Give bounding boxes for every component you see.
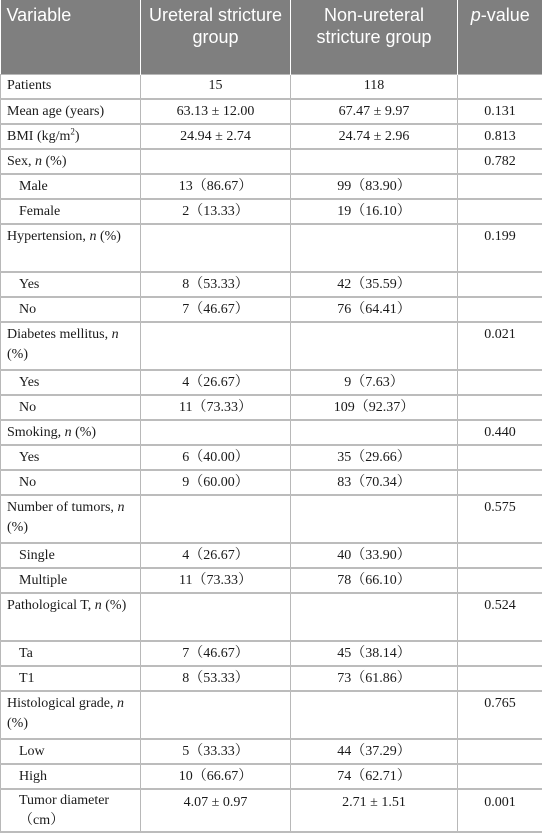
row-label: No — [1, 395, 141, 420]
label-text: Hypertension, — [7, 229, 90, 244]
p-value — [458, 641, 542, 666]
table-row — [1, 543, 542, 568]
header-non-ureteral-group: Non-ureteral stricture group — [291, 0, 458, 74]
table-row — [1, 149, 542, 174]
p-value: 0.765 — [458, 691, 542, 739]
p-value — [458, 395, 542, 420]
non-ureteral-value — [291, 420, 458, 445]
row-label: Multiple — [1, 568, 141, 593]
ureteral-value — [141, 149, 291, 174]
table-body — [1, 74, 542, 832]
non-ureteral-value: 2.71 ± 1.51 — [291, 789, 458, 832]
table-row — [1, 174, 542, 199]
row-label: T1 — [1, 666, 141, 691]
label-text: Histological grade, — [7, 696, 118, 711]
row-label: Ta — [1, 641, 141, 666]
table-row — [1, 495, 542, 543]
row-label: Tumor diameter（cm） — [1, 789, 141, 832]
header-ureteral-group: Ureteral stricture group — [141, 0, 291, 74]
header-variable: Variable — [1, 0, 141, 74]
ureteral-value — [141, 593, 291, 641]
table-row — [1, 395, 542, 420]
non-ureteral-value: 74（62.71） — [291, 764, 458, 789]
table-row — [1, 322, 542, 370]
ureteral-value: 8（53.33） — [141, 272, 291, 297]
ureteral-value — [141, 495, 291, 543]
ureteral-value: 15 — [141, 74, 291, 99]
p-value: 0.021 — [458, 322, 542, 370]
table-row — [1, 370, 542, 395]
p-value — [458, 764, 542, 789]
non-ureteral-value: 24.74 ± 2.96 — [291, 124, 458, 149]
row-label: No — [1, 297, 141, 322]
label-italic: n — [35, 153, 42, 169]
table-row — [1, 789, 542, 832]
label-text: (%) — [71, 424, 97, 440]
ureteral-value: 63.13 ± 12.00 — [141, 99, 291, 124]
non-ureteral-value: 35（29.66） — [291, 445, 458, 470]
label-italic: n — [89, 229, 97, 244]
row-label: No — [1, 470, 141, 495]
non-ureteral-value — [291, 691, 458, 739]
row-label — [1, 691, 141, 739]
ureteral-value: 13（86.67） — [141, 174, 291, 199]
ureteral-value: 4（26.67） — [141, 370, 291, 395]
p-value — [458, 543, 542, 568]
row-label — [1, 420, 141, 445]
label-text: BMI (kg/m — [7, 128, 71, 144]
non-ureteral-value: 73（61.86） — [291, 666, 458, 691]
ureteral-value: 5（33.33） — [141, 739, 291, 764]
row-label — [1, 593, 141, 641]
non-ureteral-value — [291, 224, 458, 272]
non-ureteral-value: 109（92.37） — [291, 395, 458, 420]
non-ureteral-value: 118 — [291, 74, 458, 99]
label-text: (%) — [101, 598, 127, 613]
row-label — [1, 322, 141, 370]
ureteral-value: 11（73.33） — [141, 395, 291, 420]
row-label — [1, 149, 141, 174]
table-row — [1, 739, 542, 764]
row-label: Male — [1, 174, 141, 199]
non-ureteral-value: 9（7.63） — [291, 370, 458, 395]
label-text: Sex, — [7, 153, 35, 169]
label-text: Pathological T, — [7, 598, 95, 613]
ureteral-value — [141, 420, 291, 445]
table-row — [1, 272, 542, 297]
non-ureteral-value — [291, 593, 458, 641]
header-p-letter: p — [470, 5, 481, 25]
p-value — [458, 199, 542, 224]
table-row — [1, 297, 542, 322]
non-ureteral-value: 78（66.10） — [291, 568, 458, 593]
label-italic: n — [64, 424, 72, 440]
table-row — [1, 666, 542, 691]
non-ureteral-value: 45（38.14） — [291, 641, 458, 666]
table-row — [1, 199, 542, 224]
row-label: High — [1, 764, 141, 789]
label-italic: n — [111, 327, 119, 342]
ureteral-value: 6（40.00） — [141, 445, 291, 470]
ureteral-value: 4（26.67） — [141, 543, 291, 568]
ureteral-value — [141, 322, 291, 370]
p-value: 0.001 — [458, 789, 542, 832]
p-value: 0.575 — [458, 495, 542, 543]
p-value: 0.524 — [458, 593, 542, 641]
p-value: 0.782 — [458, 149, 542, 174]
p-value — [458, 666, 542, 691]
non-ureteral-value: 40（33.90） — [291, 543, 458, 568]
ureteral-value: 4.07 ± 0.97 — [141, 789, 291, 832]
p-value: 0.131 — [458, 99, 542, 124]
non-ureteral-value: 83（70.34） — [291, 470, 458, 495]
header-p-suffix: -value — [480, 5, 530, 25]
ureteral-value: 11（73.33） — [141, 568, 291, 593]
p-value — [458, 470, 542, 495]
table-row — [1, 764, 542, 789]
non-ureteral-value — [291, 149, 458, 174]
p-value — [458, 568, 542, 593]
ureteral-value: 7（46.67） — [141, 641, 291, 666]
label-text: (%) — [7, 347, 28, 362]
table-row — [1, 568, 542, 593]
row-label — [1, 495, 141, 543]
ureteral-value: 10（66.67） — [141, 764, 291, 789]
row-label — [1, 224, 141, 272]
row-label: Yes — [1, 370, 141, 395]
ureteral-value — [141, 224, 291, 272]
label-text: Smoking, — [7, 424, 65, 440]
label-text: ) — [74, 128, 80, 144]
table-row — [1, 420, 542, 445]
label-text: (%) — [96, 229, 121, 244]
row-label: Patients — [1, 74, 141, 99]
label-text: (%) — [7, 716, 28, 731]
non-ureteral-value: 99（83.90） — [291, 174, 458, 199]
header-row — [1, 0, 542, 74]
table-row — [1, 691, 542, 739]
non-ureteral-value — [291, 322, 458, 370]
row-label: Mean age (years) — [1, 99, 141, 124]
non-ureteral-value — [291, 495, 458, 543]
table-row — [1, 593, 542, 641]
label-italic: n — [117, 500, 125, 515]
header-p-value — [458, 0, 542, 74]
label-text: Diabetes mellitus, — [7, 327, 112, 342]
row-label: Low — [1, 739, 141, 764]
p-value — [458, 174, 542, 199]
table-row — [1, 641, 542, 666]
p-value: 0.440 — [458, 420, 542, 445]
p-value — [458, 370, 542, 395]
row-label — [1, 124, 141, 149]
non-ureteral-value: 76（64.41） — [291, 297, 458, 322]
p-value — [458, 445, 542, 470]
non-ureteral-value: 42（35.59） — [291, 272, 458, 297]
label-superscript: 2 — [70, 125, 75, 136]
p-value — [458, 739, 542, 764]
ureteral-value: 2（13.33） — [141, 199, 291, 224]
ureteral-value: 24.94 ± 2.74 — [141, 124, 291, 149]
table-header — [1, 0, 542, 74]
label-text: Number of tumors, — [7, 500, 118, 515]
p-value — [458, 297, 542, 322]
ureteral-value: 9（60.00） — [141, 470, 291, 495]
label-italic: n — [117, 696, 125, 711]
ureteral-value — [141, 691, 291, 739]
non-ureteral-value: 67.47 ± 9.97 — [291, 99, 458, 124]
p-value: 0.813 — [458, 124, 542, 149]
p-value: 0.199 — [458, 224, 542, 272]
row-label: Yes — [1, 445, 141, 470]
table-row — [1, 445, 542, 470]
table-row — [1, 470, 542, 495]
label-text: (%) — [42, 153, 67, 169]
p-value — [458, 272, 542, 297]
label-italic: n — [94, 598, 102, 613]
table-row — [1, 99, 542, 124]
row-label: Yes — [1, 272, 141, 297]
label-text: (%) — [7, 520, 28, 535]
row-label: Single — [1, 543, 141, 568]
non-ureteral-value: 19（16.10） — [291, 199, 458, 224]
table-row — [1, 224, 542, 272]
non-ureteral-value: 44（37.29） — [291, 739, 458, 764]
row-label: Female — [1, 199, 141, 224]
table-row — [1, 124, 542, 149]
ureteral-value: 8（53.33） — [141, 666, 291, 691]
p-value — [458, 74, 542, 99]
ureteral-value: 7（46.67） — [141, 297, 291, 322]
table-row — [1, 74, 542, 99]
